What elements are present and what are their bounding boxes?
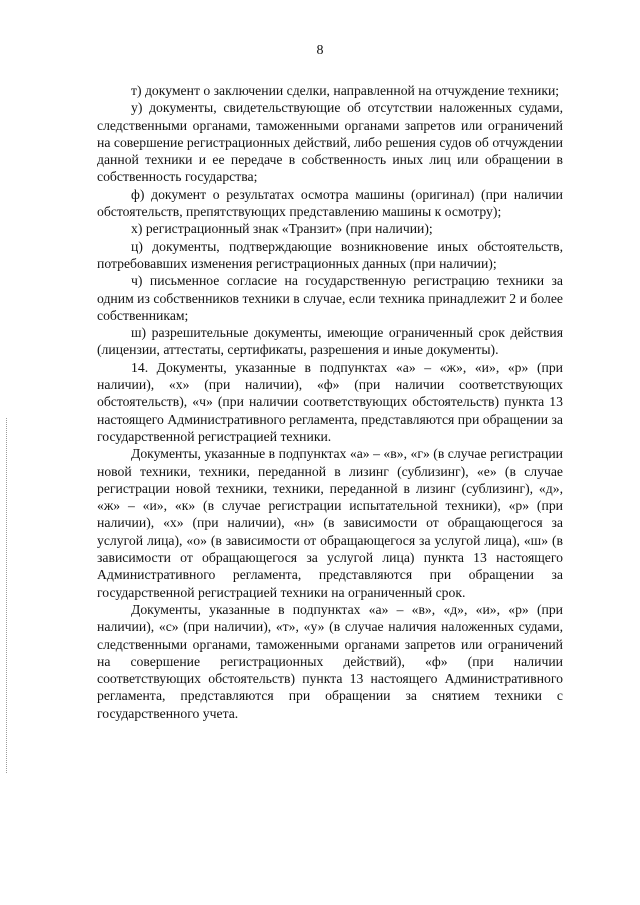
paragraph-kh: х) регистрационный знак «Транзит» (при наличии);: [131, 221, 433, 237]
paragraph-ts: ц) документы, подтверждающие возникновение иных обстоятельств, потребовавших изменения регистрационных данных (при наличии);: [97, 238, 563, 271]
scan-margin-marks: [6, 418, 9, 773]
paragraph-sh: ш) разрешительные документы, имеющие ограниченный срок действия (лицензии, аттестаты, сертификаты, разрешения и иные документы).: [97, 325, 563, 358]
paragraph-t: т) документ о заключении сделки, направленной на отчуждение техники;: [131, 83, 560, 98]
paragraph-14: 14. Документы, указанные в подпунктах «а» – «ж», «и», «р» (при наличии), «х» (при наличии), «ф» (при наличии соответствующих обстоятельств), «ч» (при наличии соответствующих обстоятельств) пункта 13 настоящего Административного регламента, представляются при обращении за государственной регистрацией техники.: [97, 359, 563, 444]
page-number: 8: [316, 43, 324, 58]
paragraph-u: у) документы, свидетельствующие об отсутствии наложенных судами, следственными органами, таможенными органами запретов или ограничений на совершение регистрационных действий, либо решения судов об отчуждении данной техники и ее передаче в собственность иных лиц или обращении в собственность государства;: [97, 100, 563, 185]
paragraph-limited-term: Документы, указанные в подпунктах «а» – «в», «г» (в случае регистрации новой техники, техники, переданной в лизинг (сублизинг), «е» (в случае регистрации новой техники, техники, переданной в лизинг (сублизинг), «д», «ж» – «и», «к» (в случае регистрации испытательной техники), «р» (при наличии), «х» (при наличии), «н» (в зависимости от обращающегося за услугой лица), «о» (в зависимости от обращающегося за услугой лица), «ш» (в зависимости от обращающегося за услугой лица) пункта 13 настоящего Административного регламента, представляются при обращении за государственной регистрацией техники на ограниченный срок.: [97, 446, 563, 600]
paragraph-ch: ч) письменное согласие на государственную регистрацию техники за одним из собственников техники в случае, если техника принадлежит 2 и более собственникам;: [97, 273, 563, 323]
paragraph-deregistration: Документы, указанные в подпунктах «а» – «в», «д», «и», «р» (при наличии), «с» (при наличии), «т», «у» (в случае наличия наложенных судами, следственными органами, таможенными органами запретов или ограничений на совершение регистрационных действий), «ф» (при наличии соответствующих обстоятельств) пункта 13 настоящего Административного регламента, представляются при обращении за снятием техники с государственного учета.: [97, 601, 563, 721]
document-body: [97, 82, 563, 722]
paragraph-f: ф) документ о результатах осмотра машины (оригинал) (при наличии обстоятельств, препятствующих представлению машины к осмотру);: [97, 186, 563, 220]
